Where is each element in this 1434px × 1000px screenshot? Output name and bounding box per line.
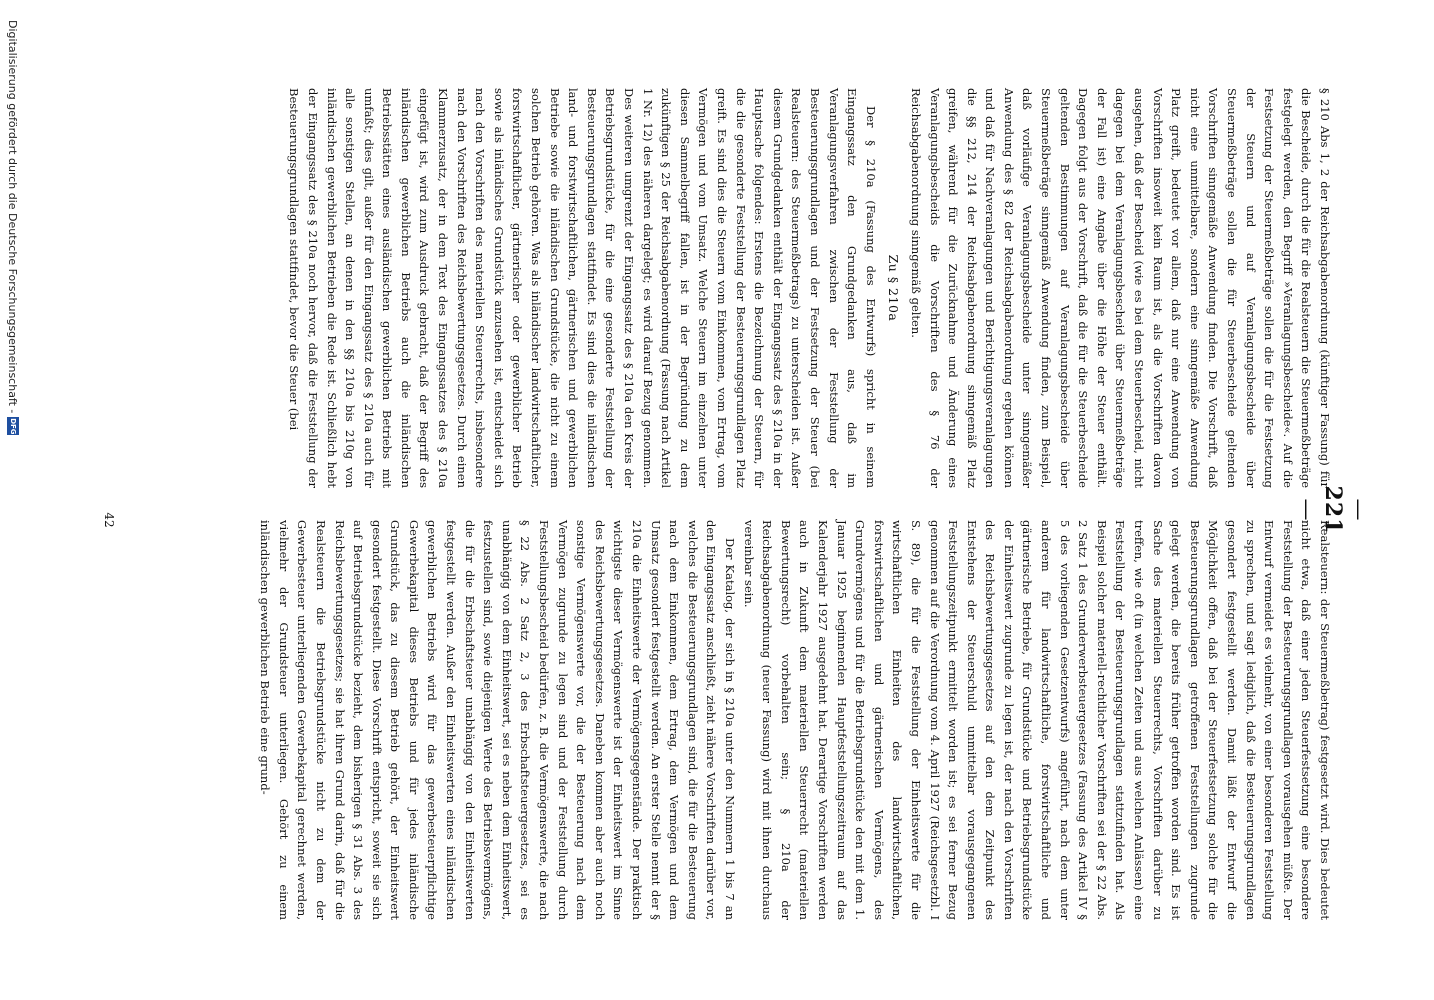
sheet-mark: 42 <box>102 512 116 528</box>
digitization-footer <box>4 20 22 980</box>
section-heading: Zu § 210a <box>886 254 902 322</box>
dfg-logo-icon: DFG <box>9 418 17 435</box>
paragraph: Der § 210a (Fassung des Entwurfs) spricht in seinem Eingangssatz den Grundgedanken aus, daß im Veranlagungsverfahren zwischen der Feststellung der Besteuerungsgrundlagen und der Festsetzung der Steuer (bei Realsteuern: des Steuermeßbetrags) zu unterscheiden ist. Außer diesem Grundgedanken enthält der Eingangssatz des § 210a in der Hauptsache folgendes: Erstens die Bezeichnung der Steuern, für die die gesonderte Feststellung der Besteuerungsgrundlagen Platz greift. Es sind dies die Steuern vom Einkommen, vom Ertrag, vom Vermögen und vom Umsatz. Welche Steuern im einzelnen unter diesen Sammelbegriff fallen, ist in der Begründung zu dem zukünftigen § 25 der Reichsabgabenordnung (Fassung nach Artikel 1 Nr. 12) des näheren dargelegt; es wird darauf Bezug genommen. Des weiteren umgrenzt der Eingangssatz des § 210a den Kreis der Betriebsgrundstücke, für die eine gesonderte Feststellung der Besteuerungsgrundlagen stattfindet. Es sind dies die inländischen land- und forstwirtschaftlichen, gärtnerischen und gewerblichen Betriebe sowie die inländischen Grundstücke, die nicht zu einem solchen Betrieb gehören. Was als inländischer landwirtschaftlicher, forstwirtschaftlicher, gärtnerischer oder gewerblicher Betrieb sowie als inländisches Grundstück anzusehen ist, entscheidet sich nach den Vorschriften des materiellen Steuerrechts, insbesondere nach den Vorschriften des Reichsbewertungsgesetzes. Durch einen Klammerzusatz, der in dem Text des Eingangssatzes des § 210a eingefügt ist, wird zum Ausdruck gebracht, daß der Begriff des inländischen gewerblichen Betriebs auch die inländischen Betriebsstätten eines ausländischen gewerblichen Betriebs mit umfaßt; dies gilt, außer für den Eingangssatz des § 210a auch für alle sonstigen Stellen, an denen in den §§ 210a bis 210g von inländischen gewerblichen Betrieben die Rede ist. Schließlich hebt der Eingangssatz des § 210a noch hervor, daß die Feststellung der Besteuerungsgrundlagen stattfindet, bevor die Steuer (bei <box>287 88 878 488</box>
paragraph: § 210 Abs 1, 2 der Reichsabgabenordnung (künftiger Fassung) für die Bescheide, durch die für die Realsteuern die Steuermeßbeträge festgelegt werden, den Begriff »Veranlagungsbescheide«. Auf die Festsetzung der Steuermeßbeträge sollen die für die Festsetzung der Steuern und auf Veranlagungsbescheide über Steuermeßbeträge sollen die für Steuerbescheide geltenden Vorschriften sinngemäße Anwendung finden. Die Vorschrift, daß nicht eine unmittelbare, sondern eine sinngemäße Anwendung Platz greift, bedeutet vor allem, daß nur eine Anwendung von Vorschriften insoweit kein Raum ist, als die Vorschriften davon ausgehen, daß der Bescheid (wie es bei dem Steuerbescheid, nicht dagegen bei dem Veranlagungsbescheid über Steuermeßbeträge der Fall ist) eine Angabe über die Höhe der Steuer enthält. Dagegen folgt aus der Vorschrift, daß die für die Steuerbescheide geltenden Bestimmungen auf Veranlagungsbescheide über Steuermeßbeträge sinngemäß Anwendung finden, zum Beispiel, daß vorläufige Veranlagungsbescheide unter sinngemäßer Anwendung des § 82 der Reichsabgabenordnung ergehen können und daß für Nachveranlagungen und Berichtigungsveranlagungen die §§ 212, 214 der Reichsabgabenordnung sinngemäß Platz greifen, während für die Zurücknahme und Änderung eines Veranlagungsbescheids die Vorschriften des § 76 der Reichsabgabenordnung sinngemäß gelten. <box>908 88 1332 488</box>
left-column <box>285 88 1334 488</box>
paragraph: Realsteuern: der Steuermeßbetrag) festgesetzt wird. Dies bedeutet nicht etwa, daß einer jeden Steuerfestsetzung eine besondere Feststellung der Besteuerungsgrundlagen vorausgehen müßte. Der Entwurf vermeidet es vielmehr, von einer besonderen Feststellung zu sprechen, und sagt lediglich, daß die Besteuerungsgrundlagen gesondert festgestellt werden. Damit läßt der Entwurf die Möglichkeit offen, daß bei der Steuerfestsetzung solche für die Besteuerungsgrundlagen getroffenen Feststellungen zugrunde gelegt werden, die bereits früher getroffen worden sind. Es ist Sache des materiellen Steuerrechts, Vorschriften darüber zu treffen, wie oft (in welchen Zeiten und aus welchen Anlässen) eine Feststellung der Besteuerungsgrundlagen stattzufinden hat. Als Beispiel solcher materiell-rechtlicher Vorschriften sei der § 22 Abs. 2 Satz 1 des Grunderwerbsteuergesetzes (Fassung des Artikel IV § 5 des vorliegenden Gesetzentwurfs) angeführt, nach dem unter anderem für landwirtschaftliche, forstwirtschaftliche und gärtnerische Betriebe, für Grundstücke und Betriebsgrundstücke der Einheitswert zugrunde zu legen ist, der nach den Vorschriften des Reichsbewertungsgesetzes auf den dem Zeitpunkt des Entstehens der Steuerschuld unmittelbar vorausgegangenen Feststellungszeitpunkt ermittelt worden ist; es sei ferner Bezug genommen auf die Verordnung vom 4. April 1927 (Reichsgesetzbl. I S. 89), die für die Feststellung der Einheitswerte für die wirtschaftlichen Einheiten des landwirtschaftlichen, forstwirtschaftlichen und gärtnerischen Vermögens, des Grundvermögens und für die Betriebsgrundstücke den mit dem 1. Januar 1925 beginnenden Hauptfeststellungszeitraum auf das Kalenderjahr 1927 ausgedehnt hat. Derartige Vorschriften werden auch in Zukunft dem materiellen Steuerrecht (materiellen Bewertungsrecht) vorbehalten sein; § 210a der Reichsabgabenordnung (neuer Fassung) wird mit ihnen durchaus vereinbar sein. <box>741 520 1332 920</box>
paragraph: Der Katalog, der sich in § 210a unter den Nummern 1 bis 7 an den Eingangssatz anschließt, zieht nähere Vorschriften darüber vor, welches die Besteuerungsgrundlagen sind, die für die Besteuerung nach dem Einkommen, dem Ertrag, dem Vermögen und dem Umsatz gesondert festgestellt werden. An erster Stelle nennt der § 210a die Einheitswerte der Vermögensgegenstände. Der praktisch wichtigste dieser Vermögenswerte ist der Einheitswert im Sinne des Reichsbewertungsgesetzes. Daneben kommen aber auch noch sonstige Vermögenswerte vor, die der Besteuerung nach dem Vermögen zugrunde zu legen sind und der Feststellung durch Feststellungsbescheid bedürfen, z. B. die Vermögenswerte, die nach § 22 Abs. 2 Satz 2, 3 des Erbschaftsteuergesetzes, sei es unabhängig von dem Einheitswert, sei es neben dem Einheitswert, festzustellen sind, sowie diejenigen Werte des Betriebsvermögens, die für die Erbschaftsteuer unabhängig von den Einheitswerten festgestellt werden. Außer den Einheitswerten eines inländischen gewerblichen Betriebs wird für das gewerbesteuerpflichtige Gewerbekapital dieses Betriebs und für jedes inländische Grundstück, das zu diesem Betrieb gehört, der Einheitswert gesondert festgestellt. Diese Vorschrift entspricht, soweit sie sich auf Betriebsgrundstücke bezieht, dem bisherigen § 31 Abs. 3 des Reichsbewertungsgesetzes; sie hat ihren Grund darin, daß für die Realsteuern die Betriebsgrundstücke nicht zu dem der Gewerbesteuer unterliegenden Gewerbekapital gerechnet werden, vielmehr der Grundsteuer unterliegen. Gehört zu einem inländischen gewerblichen Betrieb eine grund- <box>258 520 737 920</box>
footer-text: Digitalisierung gefördert durch die Deutsche Forschungsgemeinschaft - <box>6 20 20 414</box>
right-column <box>256 520 1334 920</box>
page-number: —221— <box>1294 485 1371 535</box>
